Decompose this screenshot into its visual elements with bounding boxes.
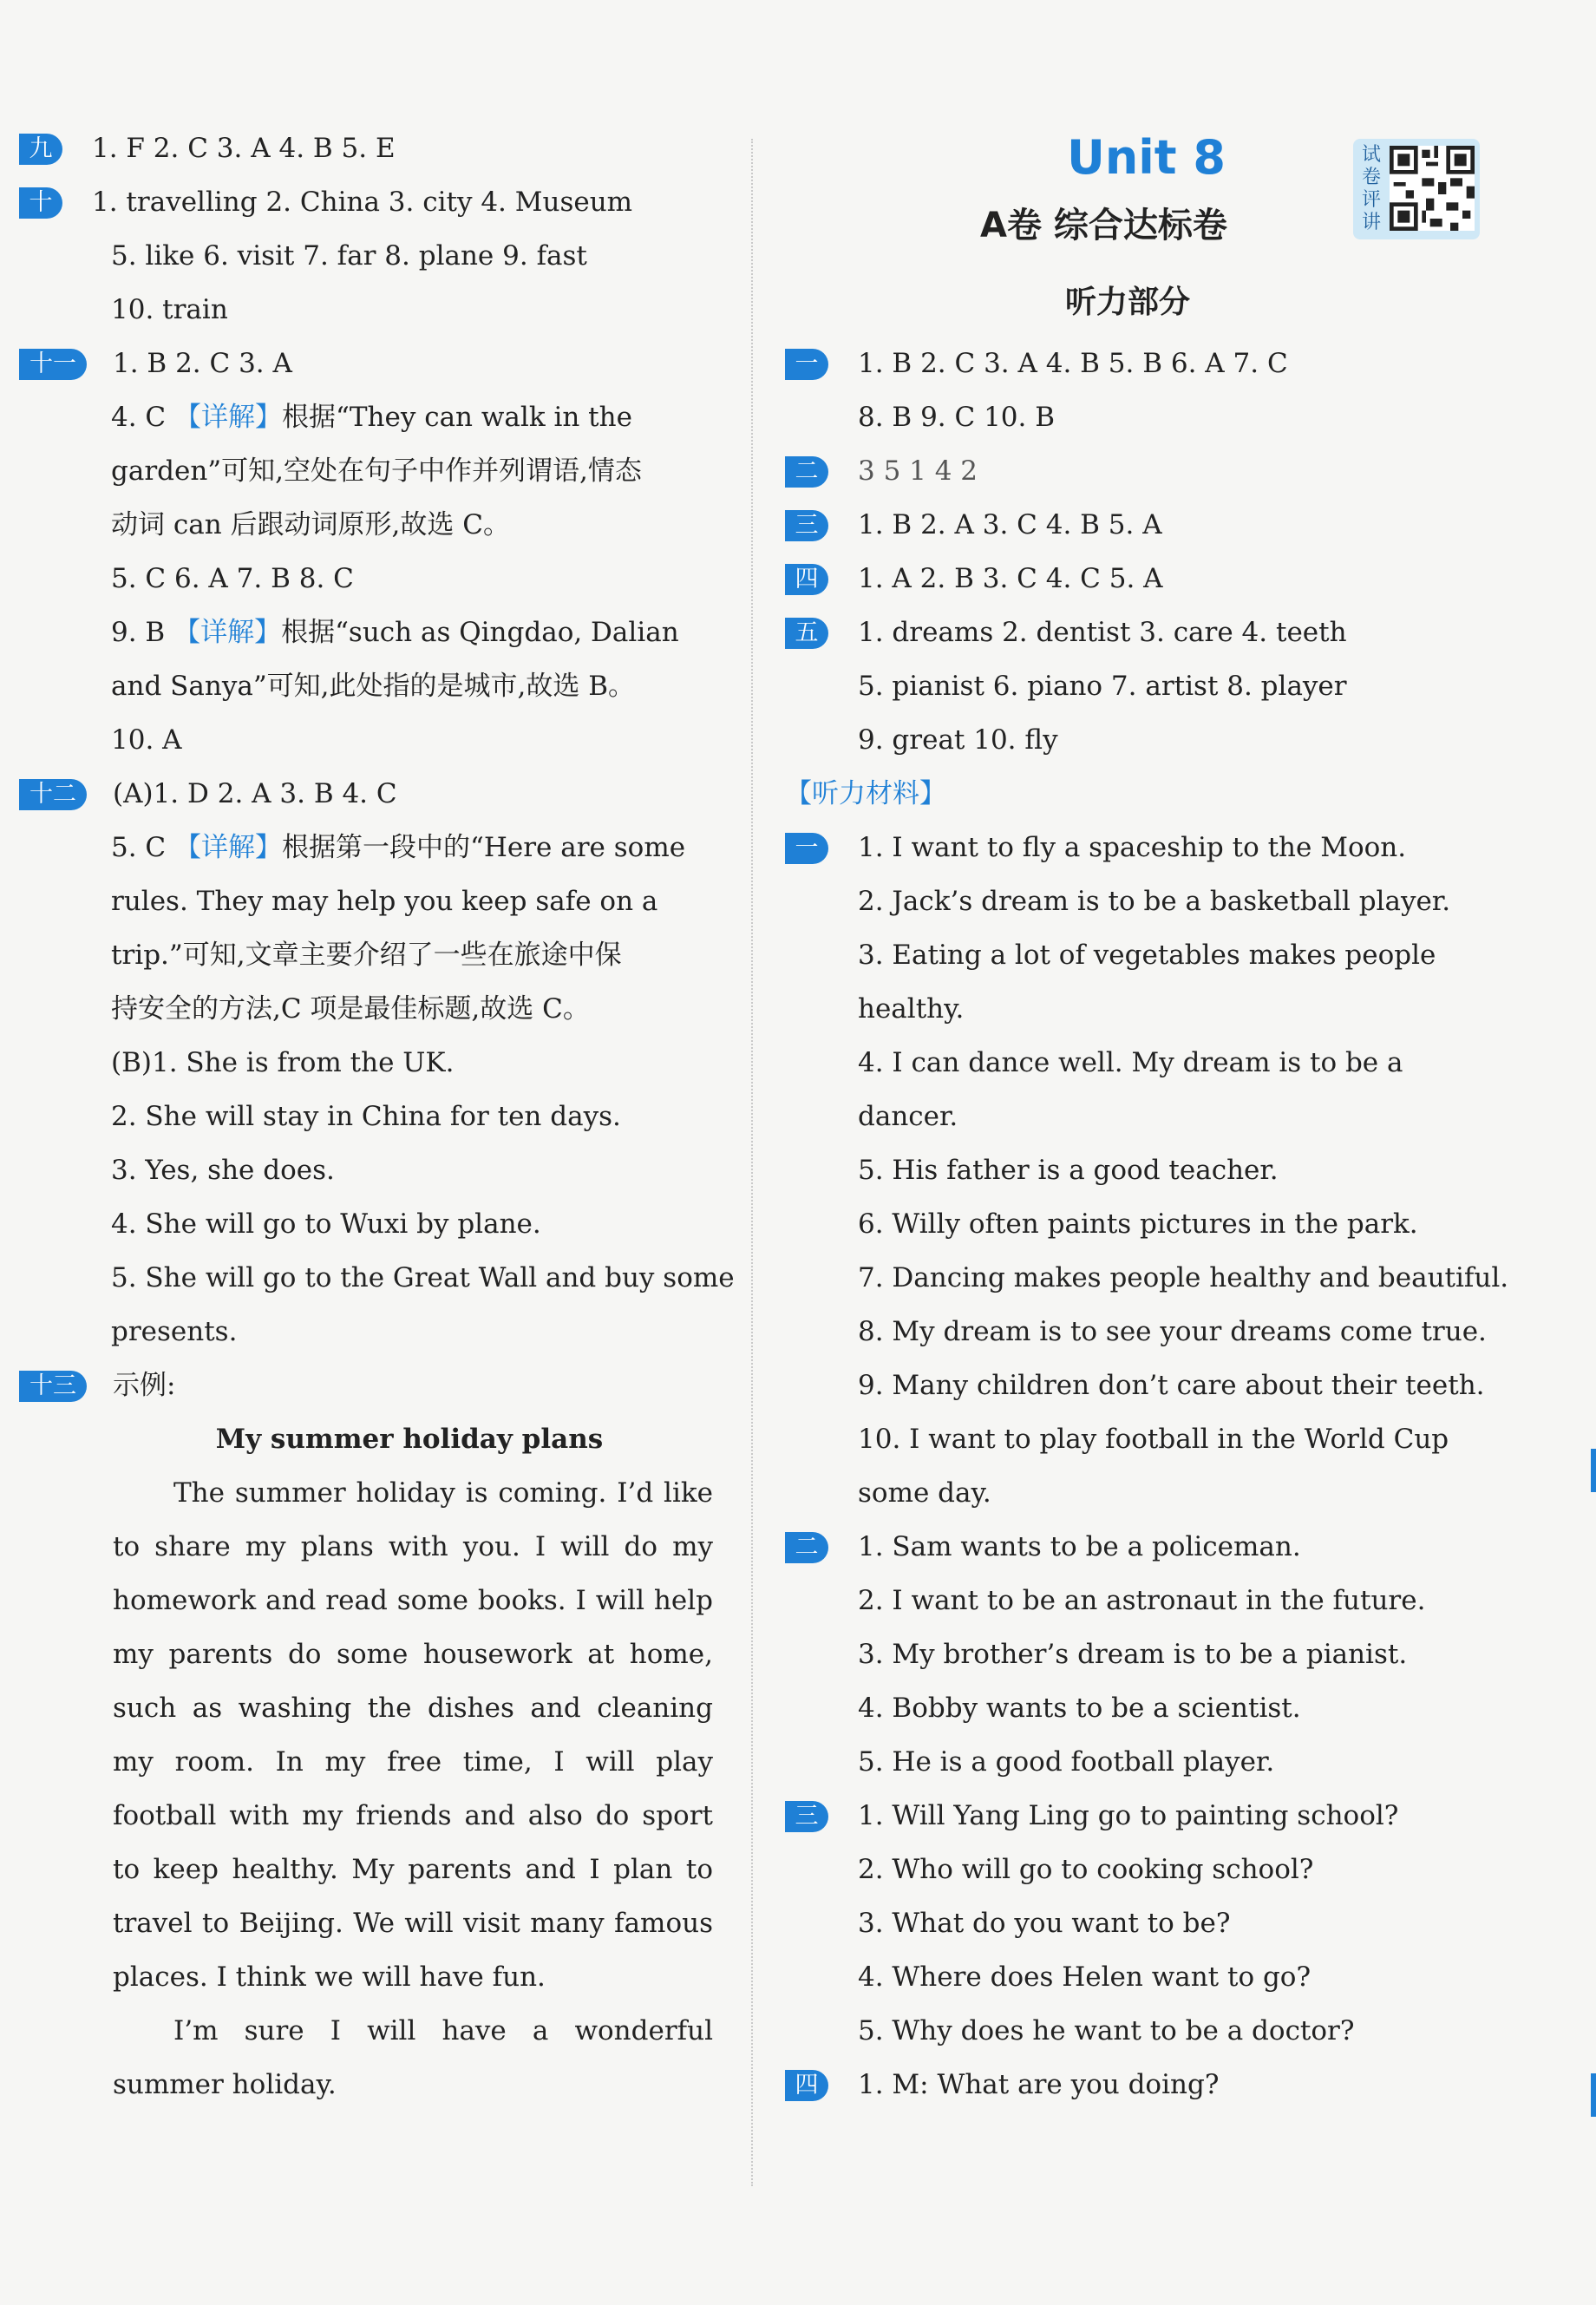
material-text: 1. I want to fly a spaceship to the Moon. [858, 832, 1407, 863]
material-line [785, 821, 1488, 874]
qr-panel[interactable] [1353, 139, 1480, 239]
answer-text: 1. dreams 2. dentist 3. care 4. teeth [858, 617, 1347, 648]
section-badge: 十一 [19, 349, 87, 380]
material-line: 4. Where does Helen want to go? [858, 1961, 1311, 1993]
qr-code-icon[interactable] [1390, 146, 1475, 231]
answer-text: 4. C [111, 402, 175, 433]
section-badge: 五 [785, 618, 828, 649]
material-line: 2. Jack’s dream is to be a basketball player. [858, 886, 1451, 917]
answer-line: (B)1. She is from the UK. [111, 1047, 455, 1078]
answer-line: 10. train [111, 294, 228, 325]
answer-line [785, 498, 1488, 552]
material-text: 1. Will Yang Ling go to painting school? [858, 1800, 1399, 1831]
answer-line: 3. Yes, she does. [111, 1155, 335, 1186]
answer-text: 1. A 2. B 3. C 4. C 5. A [858, 563, 1163, 594]
answer-line: 9. great 10. fly [858, 724, 1058, 756]
answer-text: 3 5 1 4 2 [858, 455, 978, 487]
explanation-text: 根据“They can walk in the [282, 402, 632, 433]
answer-line: 5. pianist 6. piano 7. artist 8. player [858, 671, 1347, 702]
material-line: 4. I can dance well. My dream is to be a [858, 1047, 1403, 1078]
essay-paragraph: The summer holiday is coming. I’d like to share my plans with you. I will do my homework and read some books. I will help my parents do some housework at home, such as washing the dishes and cleaning my room. In my free time, I will play football with my friends and also do sport to keep healthy. My parents and I plan to travel to Beijing. We will visit many famous places. I think we will have fun. [113, 1477, 713, 1993]
section-badge: 十三 [19, 1371, 87, 1402]
section-badge: 一 [785, 349, 828, 380]
section-badge: 十二 [19, 779, 87, 810]
column-divider [751, 139, 753, 2186]
explanation-tag: 【详解】 [174, 832, 283, 863]
unit-title: Unit 8 [1067, 130, 1226, 185]
answer-text: 示例: [113, 1370, 176, 1401]
explanation-text: 根据第一段中的“Here are some [282, 832, 686, 863]
answer-text: (A)1. D 2. A 3. B 4. C [113, 778, 397, 809]
answer-line [785, 337, 1488, 390]
material-line: 5. His father is a good teacher. [858, 1155, 1279, 1186]
answer-text: 1. travelling 2. China 3. city 4. Museum [92, 187, 633, 218]
section-badge: 三 [785, 510, 828, 541]
explanation-line: and Sanya”可知,此处指的是城市,故选 B。 [111, 671, 636, 702]
explanation-line [19, 821, 713, 874]
materials-heading: 【听力材料】 [785, 778, 946, 809]
answer-line: 8. B 9. C 10. B [858, 402, 1056, 433]
answer-line [19, 767, 713, 821]
material-line: 10. I want to play football in the World Cup [858, 1424, 1449, 1455]
answer-line [785, 552, 1488, 606]
material-line [785, 1520, 1488, 1574]
answer-line [785, 606, 1488, 659]
answer-text: 1. F 2. C 3. A 4. B 5. E [92, 133, 396, 164]
answer-line: 4. She will go to Wuxi by plane. [111, 1208, 541, 1240]
answer-line [19, 1359, 713, 1412]
section-badge: 二 [785, 1532, 828, 1563]
material-line: 2. I want to be an astronaut in the future. [858, 1585, 1426, 1616]
material-line: 3. What do you want to be? [858, 1908, 1231, 1939]
explanation-line: garden”可知,空处在句子中作并列谓语,情态 [111, 455, 642, 487]
material-line [785, 1789, 1488, 1843]
answer-text: 1. B 2. C 3. A [113, 348, 292, 379]
section-badge: 四 [785, 564, 828, 595]
explanation-text: 根据“such as Qingdao, Dalian [281, 617, 679, 648]
answer-line: presents. [111, 1316, 238, 1347]
explanation-tag: 【详解】 [173, 617, 282, 648]
section-badge: 四 [785, 2070, 828, 2101]
section-badge: 一 [785, 833, 828, 864]
answer-line: 10. A [111, 724, 182, 756]
essay-title: My summer holiday plans [215, 1424, 604, 1455]
section-badge: 十 [19, 187, 62, 219]
answer-line: 2. She will stay in China for ten days. [111, 1101, 621, 1132]
section-badge: 九 [19, 134, 62, 165]
explanation-line: 持安全的方法,C 项是最佳标题,故选 C。 [111, 993, 590, 1025]
material-line: 5. Why does he want to be a doctor? [858, 2015, 1355, 2046]
explanation-line [19, 390, 713, 444]
essay-paragraph: I’m sure I will have a wonderful summer holiday. [113, 2015, 713, 2100]
answer-text: 9. B [111, 617, 174, 648]
explanation-line: trip.”可知,文章主要介绍了一些在旅途中保 [111, 940, 622, 971]
section-title: 听力部分 [1065, 285, 1191, 320]
material-line: 4. Bobby wants to be a scientist. [858, 1693, 1301, 1724]
material-line: 5. He is a good football player. [858, 1746, 1275, 1778]
answer-text: 1. B 2. C 3. A 4. B 5. B 6. A 7. C [858, 348, 1288, 379]
material-line: 2. Who will go to cooking school? [858, 1854, 1314, 1885]
explanation-line: rules. They may help you keep safe on a [111, 886, 658, 917]
section-badge: 二 [785, 456, 828, 488]
material-text: 1. M: What are you doing? [858, 2069, 1220, 2100]
explanation-line: 动词 can 后跟动词原形,故选 C。 [111, 509, 510, 540]
answer-line [19, 337, 713, 390]
paper-title: A卷 综合达标卷 [980, 206, 1227, 246]
section-badge: 三 [785, 1801, 828, 1832]
right-column [785, 337, 1509, 2112]
explanation-line [19, 606, 713, 659]
material-line [785, 2058, 1488, 2112]
material-line: 8. My dream is to see your dreams come true. [858, 1316, 1487, 1347]
answer-line: 5. C 6. A 7. B 8. C [111, 563, 354, 594]
material-line: 7. Dancing makes people healthy and beautiful. [858, 1262, 1509, 1293]
material-line: dancer. [858, 1101, 958, 1132]
answer-line [785, 444, 1488, 498]
answer-text: 1. B 2. A 3. C 4. B 5. A [858, 509, 1162, 540]
qr-label: 试卷评讲 [1361, 144, 1381, 233]
material-text: 1. Sam wants to be a policeman. [858, 1531, 1301, 1562]
answer-line: 5. like 6. visit 7. far 8. plane 9. fast [111, 240, 587, 272]
page-edge-tab [1591, 1449, 1596, 1492]
material-line: 3. My brother’s dream is to be a pianist. [858, 1639, 1408, 1670]
answer-line [19, 175, 713, 229]
material-line: 9. Many children don’t care about their teeth. [858, 1370, 1485, 1401]
material-line: some day. [858, 1477, 991, 1509]
material-line: healthy. [858, 993, 965, 1025]
material-line: 6. Willy often paints pictures in the park. [858, 1208, 1418, 1240]
material-line: 3. Eating a lot of vegetables makes people [858, 940, 1436, 971]
answer-line [19, 121, 713, 175]
page-edge-tab [1591, 2073, 1596, 2117]
left-column [19, 121, 735, 2112]
answer-line: 5. She will go to the Great Wall and buy some [111, 1262, 735, 1293]
answer-text: 5. C [111, 832, 175, 863]
explanation-tag: 【详解】 [174, 402, 283, 433]
